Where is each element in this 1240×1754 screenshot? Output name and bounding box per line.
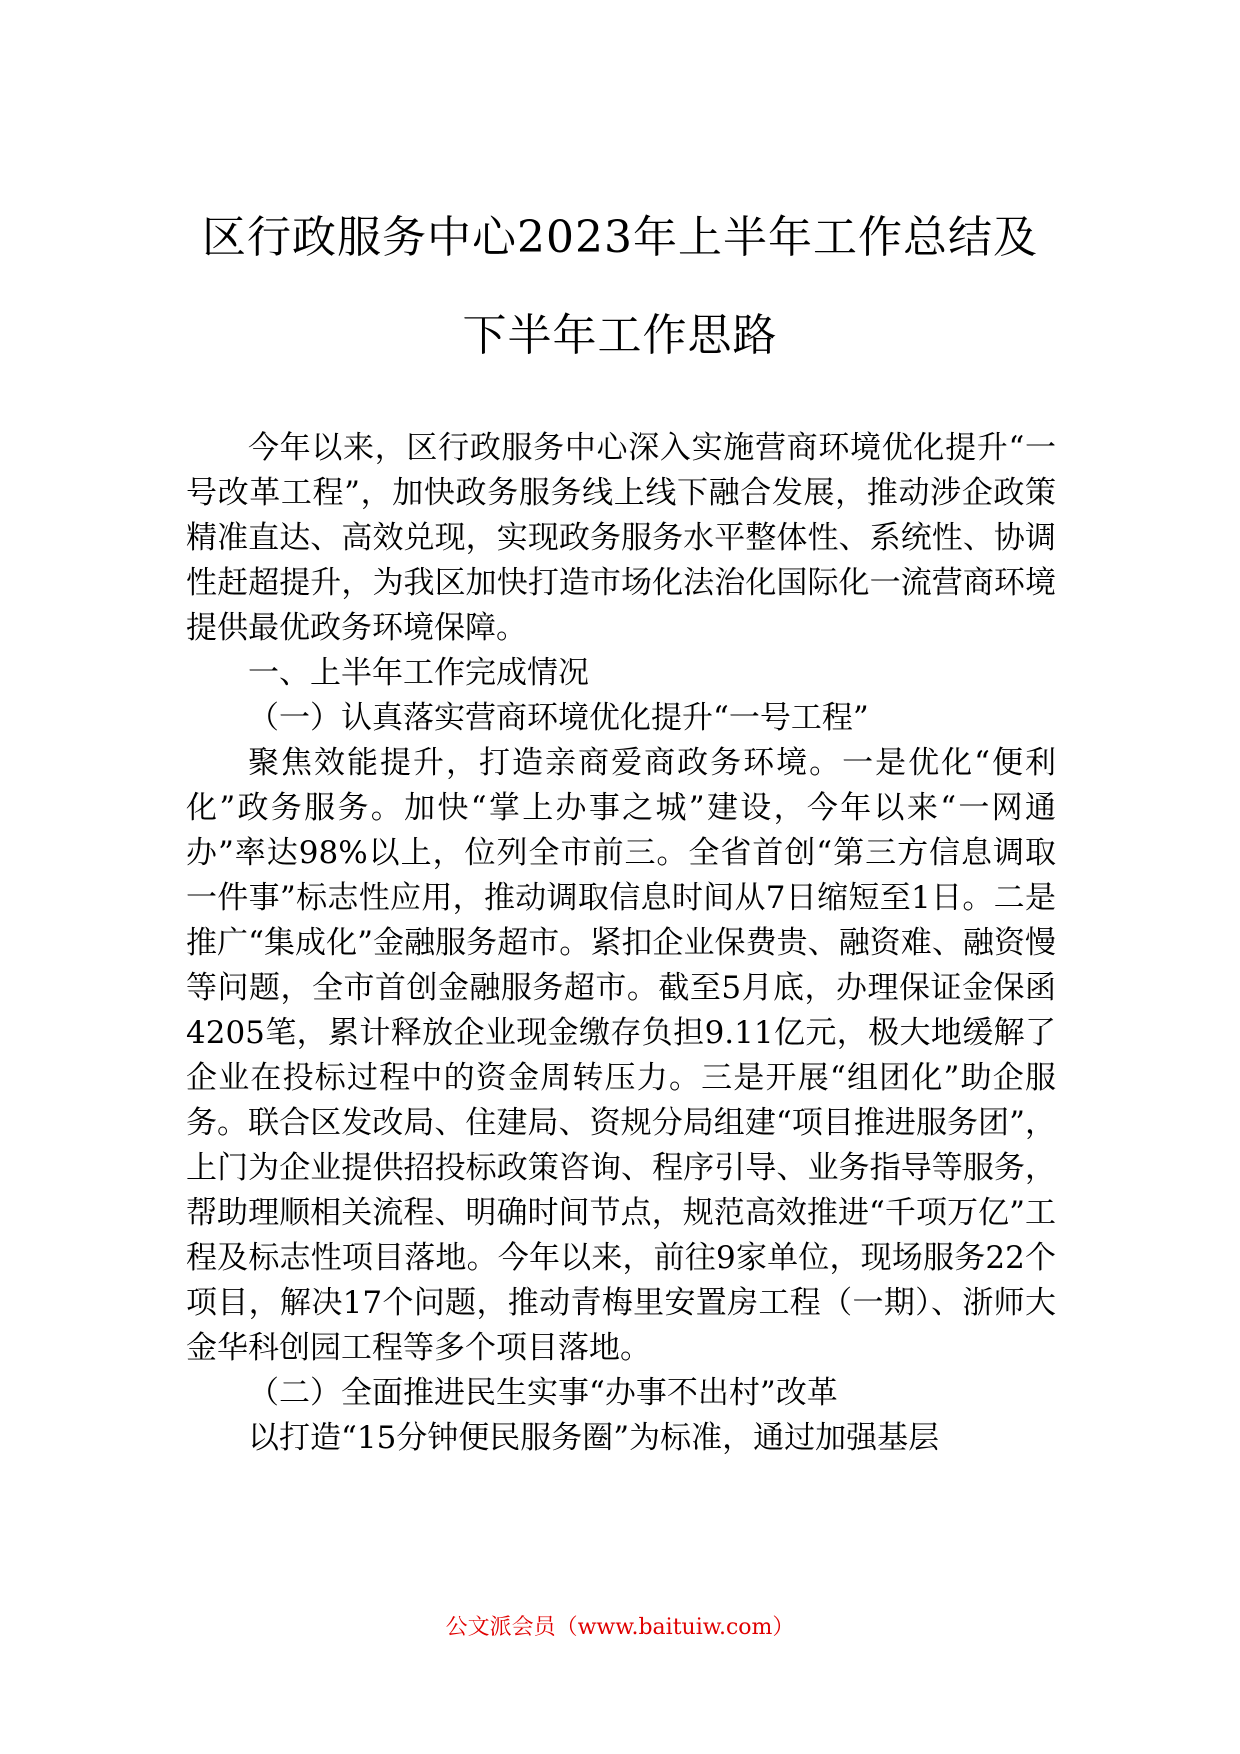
section-heading-1: 一、上半年工作完成情况 — [248, 655, 589, 691]
paragraph-efficiency: 聚焦效能提升，打造亲商爱商政务环境。一是优化“便利化”政务服务。加快“掌上办事之城”建设，今年以来“一网通办”率达98%以上，位列全市前三。全省首创“第三方信息调取一件事”标志性应用，推动调取信息时间从7日缩短至1日。二是推广“集成化”金融服务超市。紧扣企业保费贵、融资难、融资慢等问题，全市首创金融服务超市。截至5月底，办理保证金保函4205笔，累计释放企业现金缴存负担9.11亿元，极大地缓解了企业在投标过程中的资金周转压力。三是开展“组团化”助企服务。联合区发改局、住建局、资规分局组建“项目推进服务团”，上门为企业提供招投标政策咨询、程序引导、业务指导等服务，帮助理顺相关流程、明确时间节点，规范高效推进“千项万亿”工程及标志性项目落地。今年以来，前往9家单位，现场服务22个项目，解决17个问题，推动青梅里安置房工程（一期）、浙师大金华科创园工程等多个项目落地。 — [186, 745, 1056, 1366]
subsection-heading-1: （一）认真落实营商环境优化提升“一号工程” — [248, 700, 869, 736]
footer-watermark: 公文派会员（www.baituiw.com） — [445, 1615, 795, 1640]
document-body — [186, 426, 1056, 1461]
document-title-line-1: 区行政服务中心2023年上半年工作总结及 — [202, 212, 1038, 263]
document-title-line-2: 下半年工作思路 — [462, 310, 778, 361]
paragraph-intro: 今年以来，区行政服务中心深入实施营商环境优化提升“一号改革工程”，加快政务服务线上线下融合发展，推动涉企政策精准直达、高效兑现，实现政务服务水平整体性、系统性、协调性赶超提升，为我区加快打造市场化法治化国际化一流营商环境提供最优政务环境保障。 — [186, 430, 1056, 646]
paragraph-service-circle: 以打造“15分钟便民服务圈”为标准，通过加强基层 — [248, 1420, 940, 1456]
subsection-heading-2: （二）全面推进民生实事“办事不出村”改革 — [248, 1375, 838, 1411]
